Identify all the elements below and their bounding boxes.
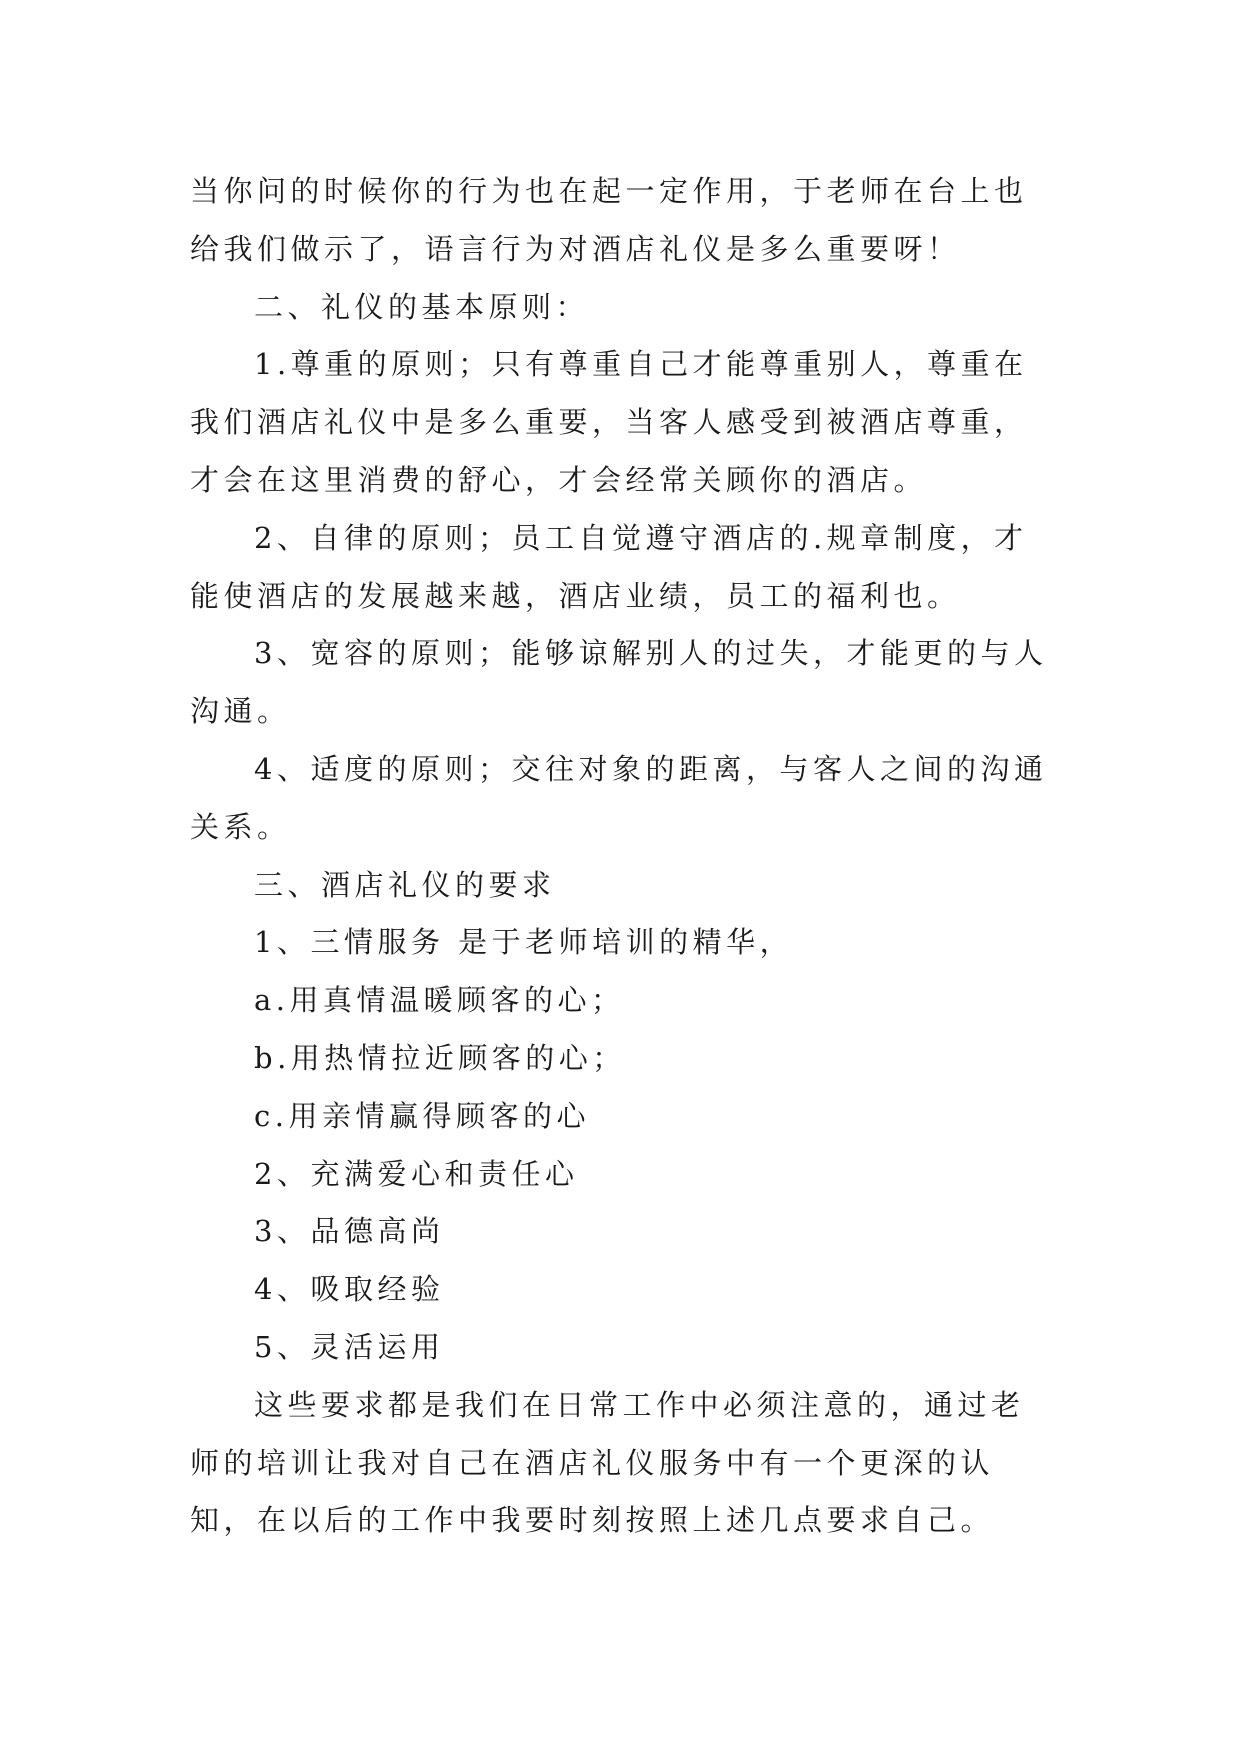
paragraph-principle-tolerance: 3、宽容的原则；能够谅解别人的过失，才能更的与人沟通。	[190, 636, 1048, 729]
document-body	[190, 163, 1055, 1550]
paragraph-principle-self-discipline: 2、自律的原则；员工自觉遵守酒店的.规章制度，才能使酒店的发展越来越，酒店业绩，员工的福利也。	[190, 520, 1028, 613]
section-heading-basic-principles: 二、礼仪的基本原则：	[254, 289, 590, 324]
paragraph-principle-respect: 1.尊重的原则；只有尊重自己才能尊重别人，尊重在我们酒店礼仪中是多么重要，当客人感受到被酒店尊重，才会在这里消费的舒心，才会经常关顾你的酒店。	[190, 347, 1028, 497]
list-subitem-b: b.用热情拉近顾客的心；	[254, 1040, 626, 1075]
list-item-flexible-use: 5、灵活运用	[254, 1329, 445, 1364]
list-subitem-c: c.用亲情赢得顾客的心	[254, 1098, 590, 1133]
paragraph-conclusion: 这些要求都是我们在日常工作中必须注意的，通过老师的培训让我对自己在酒店礼仪服务中有一个更深的认知，在以后的工作中我要时刻按照上述几点要求自己。	[190, 1387, 1025, 1538]
list-item-love-responsibility: 2、充满爱心和责任心	[254, 1156, 579, 1191]
list-subitem-a: a.用真情温暖顾客的心；	[254, 983, 625, 1018]
list-item-three-emotions-service: 1、三情服务 是于老师培训的精华，	[254, 925, 794, 960]
paragraph-principle-moderation: 4、适度的原则；交往对象的距离，与客人之间的沟通关系。	[190, 751, 1048, 844]
section-heading-requirements: 三、酒店礼仪的要求	[254, 867, 556, 902]
paragraph-continuation: 当你问的时候你的行为也在起一定作用，于老师在台上也给我们做示了，语言行为对酒店礼仪是多么重要呀！	[190, 174, 1028, 266]
list-item-noble-character: 3、品德高尚	[254, 1214, 445, 1249]
list-item-learn-experience: 4、吸取经验	[254, 1272, 445, 1307]
